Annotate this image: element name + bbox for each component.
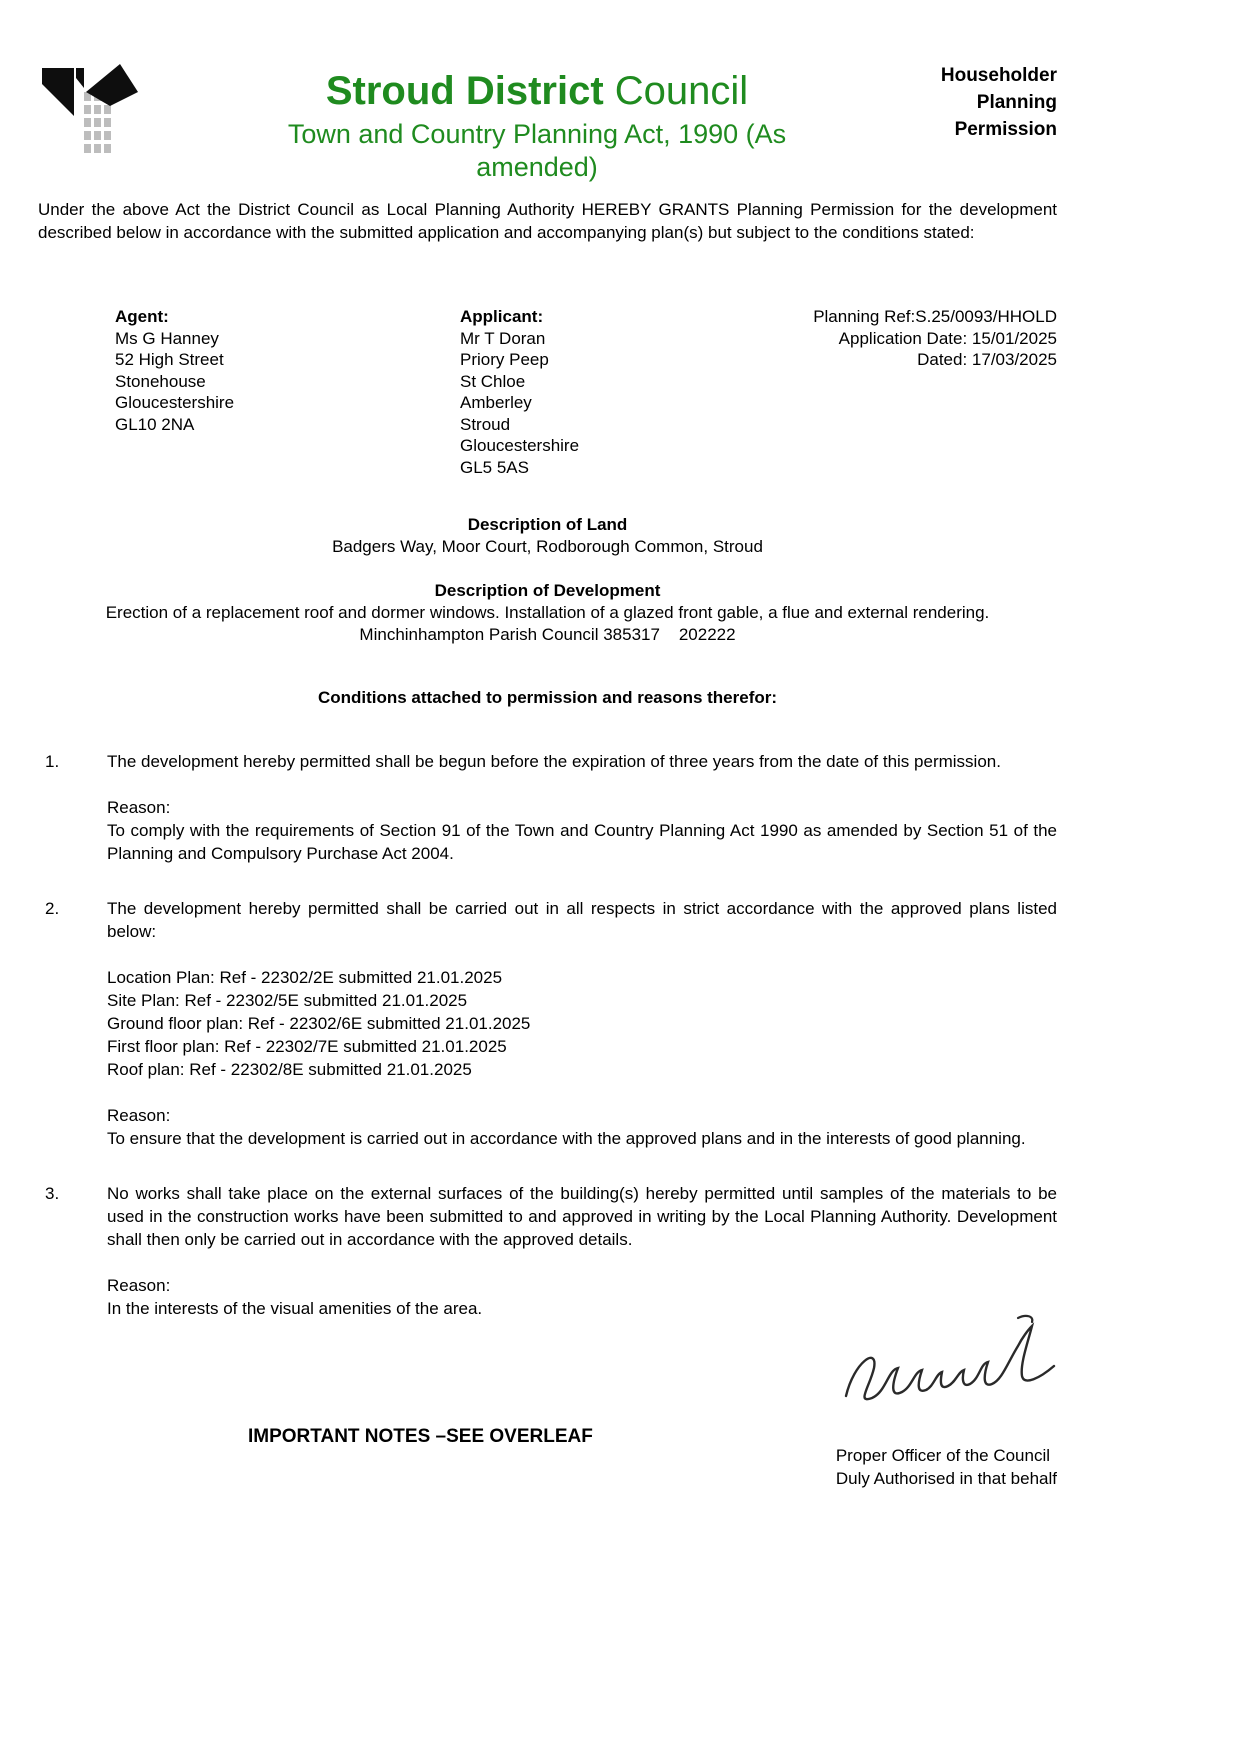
parties-block <box>38 306 1057 478</box>
description-of-development-section <box>38 580 1057 646</box>
conditions-list <box>38 750 1057 1320</box>
page-subtitle: Town and Country Planning Act, 1990 (As amended) <box>287 119 787 182</box>
dated: Dated: 17/03/2025 <box>917 350 1057 369</box>
reason-label: Reason: <box>107 798 171 817</box>
document-title-block <box>272 68 802 184</box>
applicant-line: GL5 5AS <box>460 457 529 477</box>
conditions-heading: Conditions attached to permission and reasons therefor: <box>317 688 778 707</box>
condition-number: 1. <box>45 752 60 771</box>
corner-line: Planning <box>976 92 1057 113</box>
description-of-land-section <box>38 514 1057 558</box>
agent-line: Ms G Hanney <box>115 328 219 348</box>
applicant-line: St Chloe <box>460 371 526 391</box>
agent-line: GL10 2NA <box>115 414 195 434</box>
officer-line: Duly Authorised in that behalf <box>835 1469 1057 1488</box>
applicant-line: Mr T Doran <box>460 328 546 348</box>
description-of-land-text: Badgers Way, Moor Court, Rodborough Common, Stroud <box>332 537 763 556</box>
applicant-line: Gloucestershire <box>460 436 580 455</box>
agent-line: 52 High Street <box>115 350 224 369</box>
corner-line: Permission <box>954 119 1057 140</box>
title-bold-part: Stroud District <box>325 69 604 113</box>
condition-number: 3. <box>45 1184 60 1203</box>
planning-ref: Planning Ref:S.25/0093/HHOLD <box>813 307 1057 326</box>
title-light-part: Council <box>603 69 749 113</box>
officer-attestation <box>836 1444 1057 1490</box>
description-of-development-line: Erection of a replacement roof and dormer windows. Installation of a glazed front gable, a flue and external rendering. <box>105 603 990 622</box>
reference-block <box>790 306 1057 478</box>
reason-label: Reason: <box>107 1276 171 1295</box>
corner-line: Householder <box>940 65 1057 86</box>
applicant-label: Applicant: <box>460 307 544 326</box>
approved-plan-line: Location Plan: Ref - 22302/2E submitted 21.01.2025 <box>107 968 503 987</box>
applicant-line: Amberley <box>460 393 532 412</box>
agent-line: Stonehouse <box>115 371 206 391</box>
condition-text: The development hereby permitted shall be carried out in all respects in strict accordance with the approved plans listed below: <box>107 899 1057 941</box>
applicant-line: Stroud <box>460 414 511 434</box>
reason-text: In the interests of the visual amenities of the area. <box>107 1299 483 1318</box>
condition-item <box>38 750 1057 865</box>
condition-number: 2. <box>45 899 60 918</box>
agent-label: Agent: <box>115 307 169 326</box>
signature-area <box>0 1300 1241 1430</box>
permission-type-label <box>797 62 1057 143</box>
description-of-land-heading: Description of Land <box>467 515 628 534</box>
applicant-line: Priory Peep <box>460 350 549 369</box>
approved-plan-line: Site Plan: Ref - 22302/5E submitted 21.01.2025 <box>107 991 468 1010</box>
agent-block <box>115 306 460 478</box>
document-footer <box>38 1426 1057 1490</box>
approved-plan-line: Roof plan: Ref - 22302/8E submitted 21.01.2025 <box>107 1060 472 1079</box>
reason-text: To comply with the requirements of Section 91 of the Town and Country Planning Act 1990 as amended by Section 51 of the Planning and Compulsory Purchase Act 2004. <box>107 821 1057 863</box>
officer-signature <box>830 1310 1070 1430</box>
agent-line: Gloucestershire <box>115 393 235 412</box>
applicant-block <box>460 306 790 478</box>
description-of-development-heading: Description of Development <box>434 581 661 600</box>
officer-line: Proper Officer of the Council <box>835 1446 1051 1465</box>
grant-statement: Under the above Act the District Council as Local Planning Authority HEREBY GRANTS Planning Permission for the development described below in accordance with the submitted application and accompanying plan(s) but subject to the conditions stated: <box>38 200 1057 242</box>
page-title <box>272 68 802 114</box>
reason-label: Reason: <box>107 1106 171 1125</box>
condition-body <box>107 897 1057 1150</box>
condition-body <box>107 750 1057 865</box>
important-notes-label: IMPORTANT NOTES –SEE OVERLEAF <box>248 1426 593 1447</box>
reason-text: To ensure that the development is carried out in accordance with the approved plans and in the interests of good planning. <box>107 1129 1026 1148</box>
approved-plan-line: First floor plan: Ref - 22302/7E submitted 21.01.2025 <box>107 1037 507 1056</box>
approved-plan-line: Ground floor plan: Ref - 22302/6E submitted 21.01.2025 <box>107 1014 531 1033</box>
condition-text: No works shall take place on the external surfaces of the building(s) hereby permitted until samples of the materials to be used in the construction works have been submitted to and approved in writing by the Local Planning Authority. Development shall then only be carried out in accordance with the approved details. <box>107 1184 1057 1249</box>
application-date: Application Date: 15/01/2025 <box>838 328 1057 348</box>
council-logo-icon <box>40 62 142 160</box>
condition-item <box>38 897 1057 1150</box>
document-header <box>0 0 1241 190</box>
condition-text: The development hereby permitted shall be begun before the expiration of three years from the date of this permission. <box>107 752 1001 771</box>
parish-council-line: Minchinhampton Parish Council 385317 202222 <box>359 625 736 644</box>
